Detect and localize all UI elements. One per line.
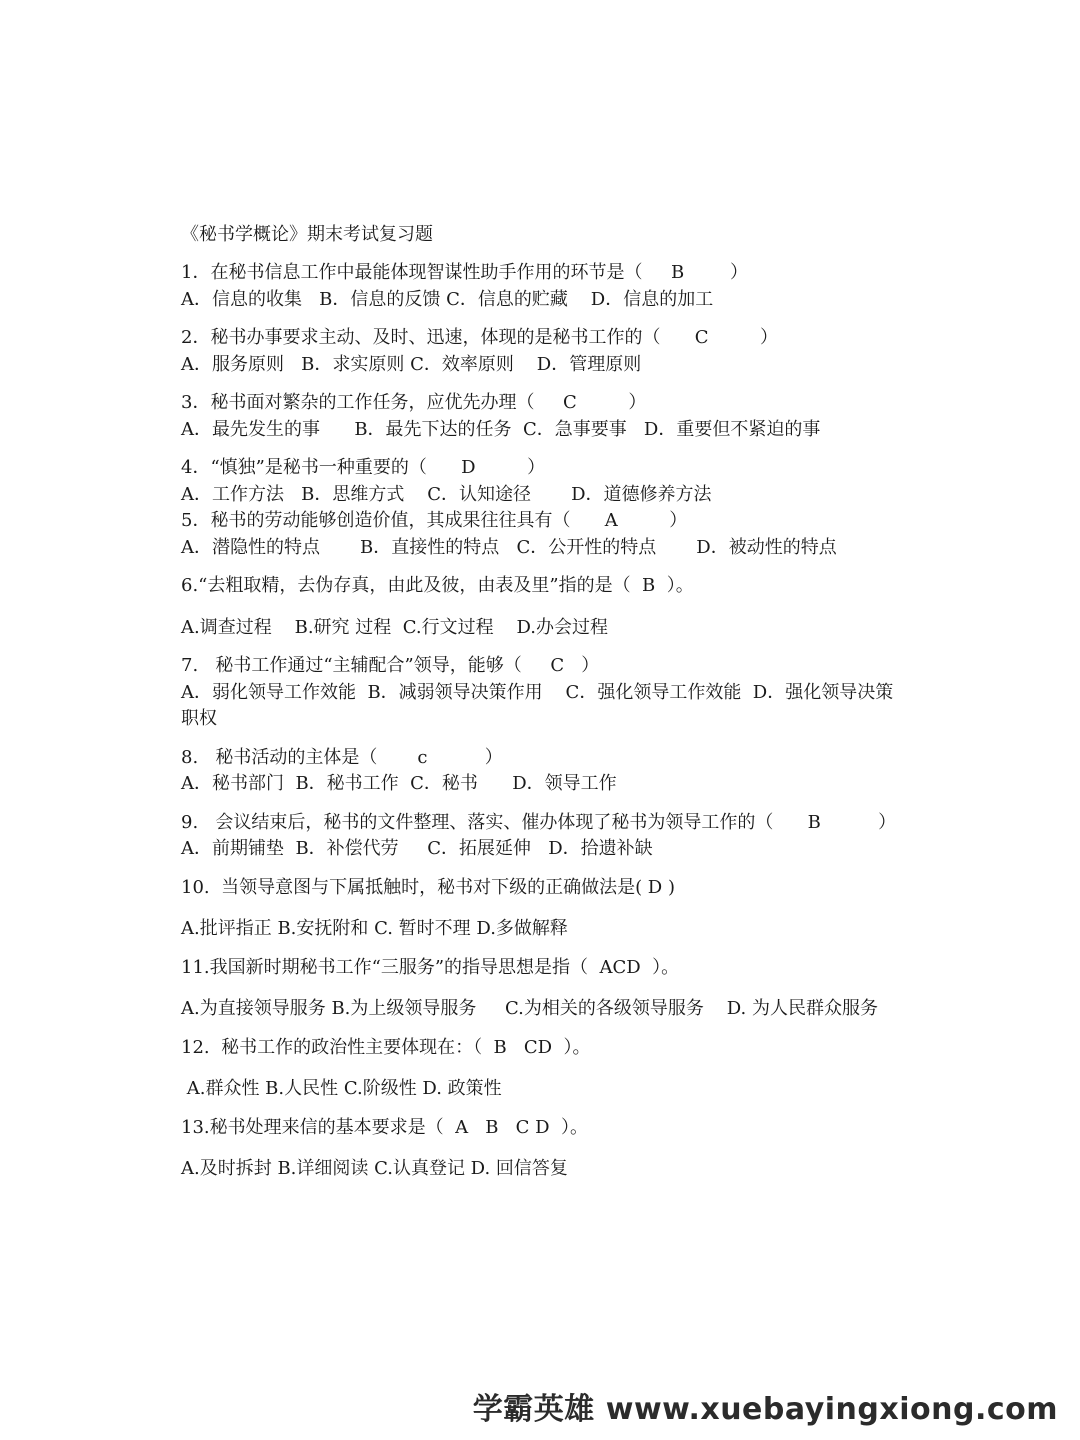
- question-options: A.为直接领导服务 B.为上级领导服务 C.为相关的各级领导服务 D. 为人民群众服务: [181, 998, 878, 1019]
- question-2: [181, 325, 901, 378]
- question-options: A．工作方法 B．思维方式 C．认知途径 D．道德修养方法: [181, 483, 712, 505]
- question-stem: 7. 秘书工作通过“主辅配合”领导，能够（ C ）: [181, 655, 600, 676]
- site-watermark: 学霸英雄 www.xuebayingxiong.com: [472, 1392, 1058, 1427]
- question-options: A.及时拆封 B.详细阅读 C.认真登记 D. 回信答复: [181, 1158, 568, 1179]
- question-10: [181, 875, 901, 943]
- question-options: A．弱化领导工作效能 B．减弱领导决策作用 C．强化领导工作效能 D．强化领导决策职权: [181, 681, 894, 729]
- question-stem: 3．秘书面对繁杂的工作任务，应优先办理（ C ）: [181, 392, 647, 413]
- question-stem: 1．在秘书信息工作中最能体现智谋性助手作用的环节是（ B ）: [181, 262, 749, 283]
- question-5: [181, 508, 901, 561]
- question-stem: 2．秘书办事要求主动、及时、迅速，体现的是秘书工作的（ C ）: [181, 327, 779, 348]
- question-stem: 5．秘书的劳动能够创造价值，其成果往往具有（ A ）: [181, 510, 688, 531]
- question-9: [181, 810, 901, 863]
- question-options: A.批评指正 B.安抚附和 C. 暂时不理 D.多做解释: [181, 918, 568, 939]
- question-options: A．服务原则 B．求实原则 C．效率原则 D．管理原则: [181, 353, 642, 375]
- question-1: [181, 260, 901, 313]
- question-options: A．秘书部门 B．秘书工作 C．秘书 D．领导工作: [181, 773, 617, 794]
- question-11: [181, 955, 901, 1023]
- question-stem: 11.我国新时期秘书工作“三服务”的指导思想是指（ ACD ）。: [181, 956, 680, 978]
- question-options: A.调查过程 B.研究 过程 C.行文过程 D.办会过程: [181, 616, 608, 638]
- question-7: [181, 653, 901, 733]
- question-stem: 13.秘书处理来信的基本要求是（ A B C D ）。: [181, 1116, 588, 1138]
- question-options: A.群众性 B.人民性 C.阶级性 D. 政策性: [181, 1078, 502, 1099]
- document-title: 《秘书学概论》期末考试复习题: [181, 224, 433, 245]
- question-stem: 10. 当领导意图与下属抵触时，秘书对下级的正确做法是( D ): [181, 876, 675, 898]
- question-13: [181, 1115, 901, 1183]
- question-stem: 6.“去粗取精，去伪存真，由此及彼，由表及里”指的是（ B ）。: [181, 575, 694, 596]
- document-body: [181, 222, 901, 1195]
- question-options: A．潜隐性的特点 B．直接性的特点 C．公开性的特点 D．被动性的特点: [181, 536, 837, 558]
- question-options: A．最先发生的事 B．最先下达的任务 C．急事要事 D．重要但不紧迫的事: [181, 418, 821, 440]
- question-8: [181, 745, 901, 798]
- question-stem: 8. 秘书活动的主体是（ c ）: [181, 746, 503, 768]
- question-stem: 4．“慎独”是秘书一种重要的（ D ）: [181, 457, 546, 478]
- question-stem: 12. 秘书工作的政治性主要体现在：（ B CD ）。: [181, 1036, 591, 1058]
- question-12: [181, 1035, 901, 1103]
- question-4: [181, 455, 901, 508]
- question-3: [181, 390, 901, 443]
- question-options: A．前期铺垫 B．补偿代劳 C．拓展延伸 D．拾遗补缺: [181, 838, 653, 859]
- question-options: A．信息的收集 B．信息的反馈 C．信息的贮藏 D．信息的加工: [181, 288, 714, 310]
- question-stem: 9. 会议结束后，秘书的文件整理、落实、催办体现了秘书为领导工作的（ B ）: [181, 811, 897, 833]
- question-6: [181, 573, 901, 641]
